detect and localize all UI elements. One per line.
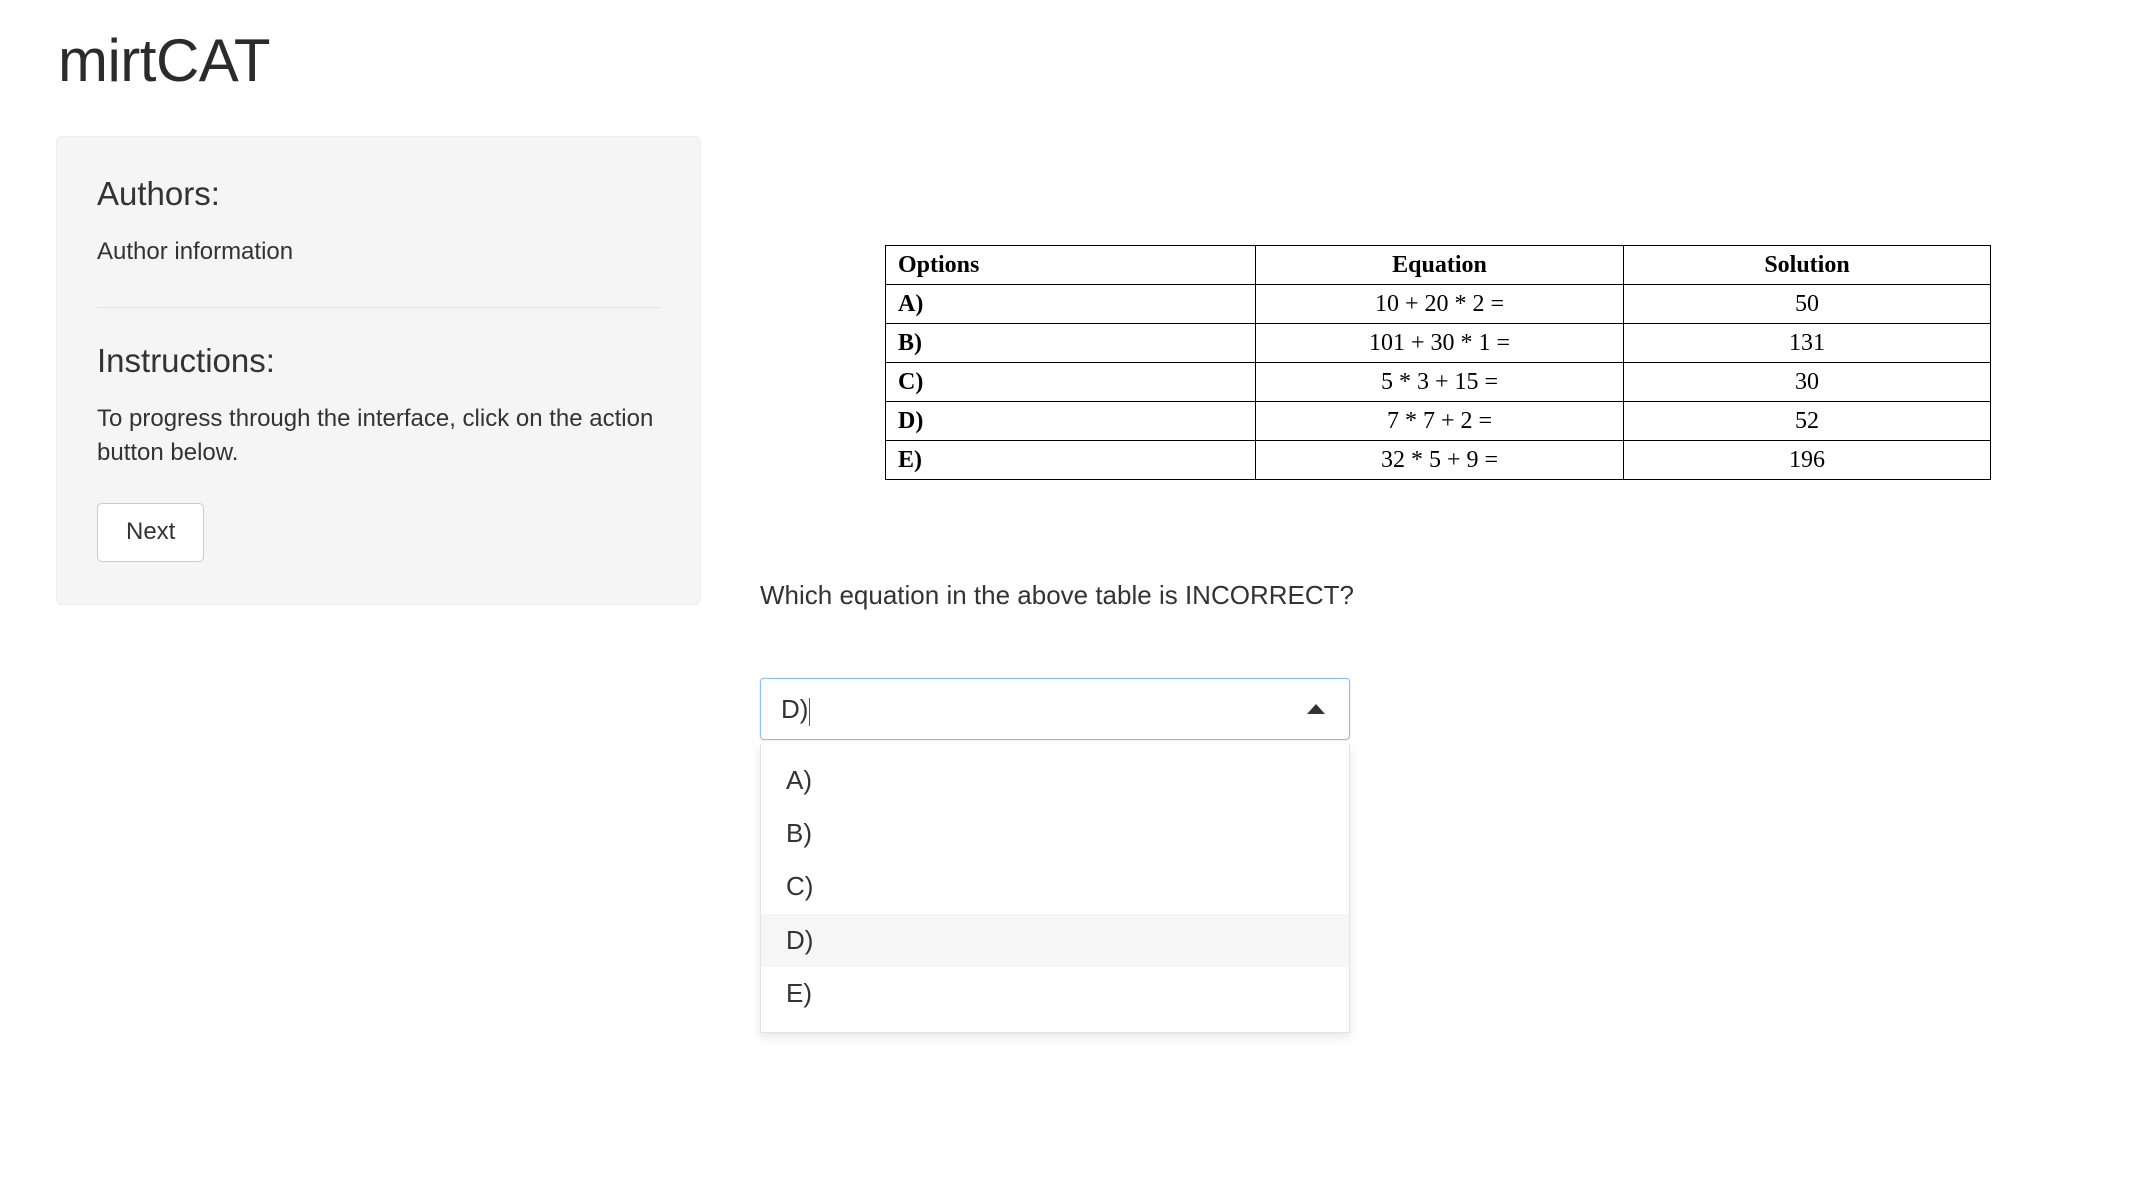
table-row bbox=[886, 402, 1991, 441]
cell-solution: 196 bbox=[1624, 441, 1991, 480]
dropdown-option-c[interactable]: C) bbox=[786, 871, 814, 902]
cell-equation: 10 + 20 * 2 = bbox=[1256, 285, 1624, 324]
instructions-heading: Instructions: bbox=[97, 341, 275, 379]
instructions-text: To progress through the interface, click on the action button below. bbox=[97, 404, 654, 467]
sidebar-panel bbox=[56, 136, 701, 605]
cell-solution: 131 bbox=[1624, 324, 1991, 363]
table-row bbox=[886, 324, 1991, 363]
chevron-up-icon[interactable] bbox=[1307, 704, 1325, 714]
dropdown-option-d[interactable]: D) bbox=[761, 914, 1349, 967]
cell-equation: 7 * 7 + 2 = bbox=[1256, 402, 1624, 441]
sidebar-divider bbox=[97, 307, 660, 308]
cell-equation: 32 * 5 + 9 = bbox=[1256, 441, 1624, 480]
table-row bbox=[886, 363, 1991, 402]
cell-solution: 50 bbox=[1624, 285, 1991, 324]
authors-heading: Authors: bbox=[97, 175, 220, 212]
cell-option: D) bbox=[886, 402, 1256, 441]
page-title: mirtCAT bbox=[58, 27, 271, 94]
main-content bbox=[760, 0, 2100, 1200]
answer-select-wrapper bbox=[760, 678, 1350, 1008]
cell-option: E) bbox=[886, 441, 1256, 480]
question-text: Which equation in the above table is INCORRECT? bbox=[760, 580, 1354, 610]
dropdown-option-a[interactable]: A) bbox=[786, 765, 812, 795]
table-row bbox=[886, 285, 1991, 324]
answer-dropdown-list bbox=[760, 744, 1350, 1033]
table-header-options: Options bbox=[886, 246, 1256, 285]
cell-equation: 5 * 3 + 15 = bbox=[1256, 363, 1624, 402]
table-header-equation: Equation bbox=[1256, 246, 1624, 285]
equation-table-wrapper bbox=[885, 245, 1991, 480]
authors-text: Author information bbox=[97, 238, 294, 265]
cell-equation: 101 + 30 * 1 = bbox=[1256, 324, 1624, 363]
cell-option: A) bbox=[886, 285, 1256, 324]
dropdown-option-b[interactable]: B) bbox=[786, 818, 812, 849]
cell-option: B) bbox=[886, 324, 1256, 363]
table-row bbox=[886, 441, 1991, 480]
table-header-solution: Solution bbox=[1624, 246, 1991, 285]
next-button[interactable]: Next bbox=[97, 503, 204, 562]
table-header-row bbox=[886, 246, 1991, 285]
cell-solution: 30 bbox=[1624, 363, 1991, 402]
cell-solution: 52 bbox=[1624, 402, 1991, 441]
cell-option: C) bbox=[886, 363, 1256, 402]
answer-select-value: D) bbox=[781, 693, 809, 724]
dropdown-option-e[interactable]: E) bbox=[786, 977, 812, 1008]
equation-table bbox=[885, 245, 1991, 480]
text-caret bbox=[809, 698, 810, 726]
answer-select[interactable] bbox=[760, 678, 1350, 740]
